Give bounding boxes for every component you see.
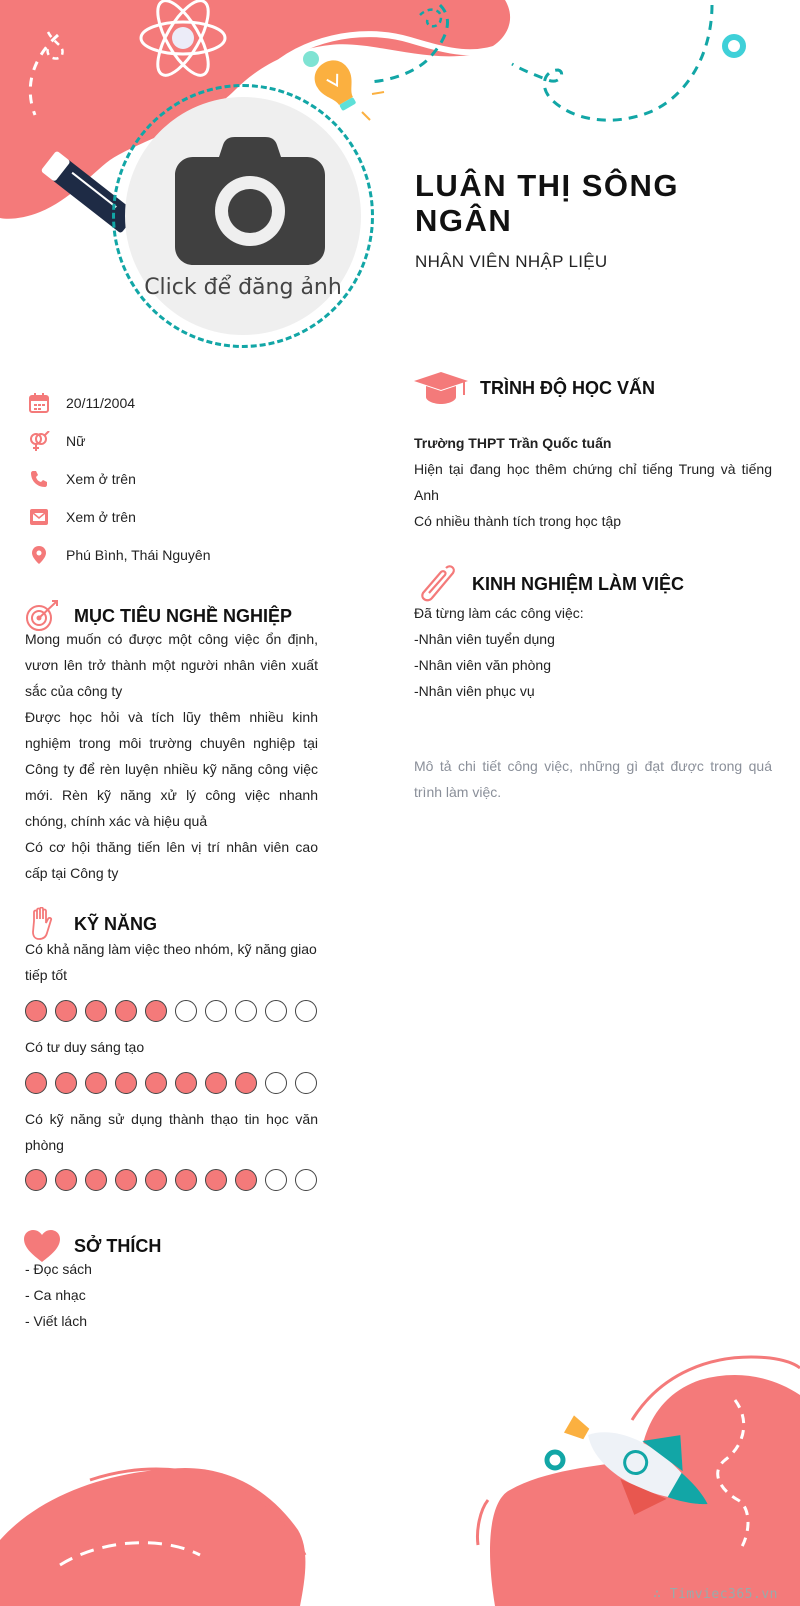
rating-dot-empty[interactable] [235, 1000, 257, 1022]
camera-icon [175, 135, 325, 265]
rating-dot-filled[interactable] [25, 1169, 47, 1191]
avatar-upload[interactable] [112, 84, 374, 348]
watermark: ∴ Timviec365.vn [653, 1587, 778, 1602]
rating-dot-filled[interactable] [175, 1072, 197, 1094]
bulb-tip [303, 51, 319, 67]
rating-dot-filled[interactable] [85, 1169, 107, 1191]
address-value[interactable]: Phú Bình, Thái Nguyên [66, 547, 211, 563]
avatar-placeholder[interactable] [125, 97, 361, 335]
email-value[interactable]: Xem ở trên [66, 509, 136, 525]
skill-rating[interactable] [25, 1000, 317, 1022]
rating-dot-filled[interactable] [55, 1169, 77, 1191]
email-icon [28, 506, 50, 528]
rating-dot-filled[interactable] [25, 1000, 47, 1022]
rating-dot-empty[interactable] [205, 1000, 227, 1022]
bottom-right-arc-2 [477, 1500, 488, 1545]
bottom-left-blob [0, 1468, 305, 1606]
objective-text[interactable] [25, 626, 318, 886]
contact-email [28, 498, 328, 536]
hobby-item[interactable]: - Viết lách [25, 1313, 87, 1329]
rating-dot-filled[interactable] [235, 1169, 257, 1191]
education-content[interactable] [414, 430, 772, 534]
rating-dot-filled[interactable] [145, 1169, 167, 1191]
rating-dot-empty[interactable] [265, 1000, 287, 1022]
education-title[interactable]: TRÌNH ĐỘ HỌC VẤN [480, 377, 655, 398]
teal-ring-bottom [547, 1452, 563, 1468]
rating-dot-filled[interactable] [55, 1072, 77, 1094]
rating-dot-filled[interactable] [145, 1000, 167, 1022]
skill-name[interactable]: Có tư duy sáng tạo [25, 1039, 145, 1055]
paperclip-icon [414, 564, 460, 604]
phone-icon [28, 468, 50, 490]
education-line[interactable]: Có nhiều thành tích trong học tập [414, 513, 622, 529]
job-title[interactable]: NHÂN VIÊN NHẬP LIỆU [415, 252, 608, 271]
gender-value[interactable]: Nữ [66, 433, 86, 449]
location-pin-icon [28, 544, 50, 566]
education-heading [414, 368, 655, 408]
rating-dot-filled[interactable] [145, 1072, 167, 1094]
graduation-cap-icon [414, 368, 468, 408]
skill-name[interactable]: Có kỹ năng sử dụng thành thạo tin học văn phòng [25, 1111, 318, 1153]
rating-dot-filled[interactable] [115, 1169, 137, 1191]
rating-dot-filled[interactable] [115, 1000, 137, 1022]
objective-title[interactable]: MỤC TIÊU NGHỀ NGHIỆP [74, 605, 293, 626]
experience-description-placeholder[interactable]: Mô tả chi tiết công việc, những gì đạt được trong quá trình làm việc. [414, 758, 772, 800]
rating-dot-filled[interactable] [235, 1072, 257, 1094]
hobby-item[interactable]: - Ca nhạc [25, 1287, 86, 1303]
rating-dot-filled[interactable] [85, 1000, 107, 1022]
skill-name[interactable]: Có khả năng làm việc theo nhóm, kỹ năng giao tiếp tốt [25, 941, 317, 983]
objective-paragraph[interactable]: Có cơ hội thăng tiến lên vị trí nhân viên cao cấp tại Công ty [25, 839, 318, 881]
contact-phone [28, 460, 328, 498]
phone-value[interactable]: Xem ở trên [66, 471, 136, 487]
school-name[interactable]: Trường THPT Trần Quốc tuấn [414, 435, 612, 451]
rating-dot-filled[interactable] [85, 1072, 107, 1094]
teal-ring [725, 37, 743, 55]
skill-rating[interactable] [25, 1169, 317, 1191]
rating-dot-filled[interactable] [25, 1072, 47, 1094]
contact-address [28, 536, 328, 574]
rating-dot-empty[interactable] [175, 1000, 197, 1022]
hobby-item[interactable]: - Đọc sách [25, 1261, 92, 1277]
experience-line[interactable]: -Nhân viên tuyển dụng [414, 631, 555, 647]
calendar-icon [28, 392, 50, 414]
objective-paragraph[interactable]: Mong muốn có được một công việc ổn định, vươn lên trở thành một người nhân viên xuất sắc của công ty [25, 631, 318, 699]
experience-line[interactable]: -Nhân viên văn phòng [414, 657, 551, 673]
rating-dot-filled[interactable] [115, 1072, 137, 1094]
skill-rating[interactable] [25, 1072, 317, 1094]
experience-heading [414, 564, 684, 604]
experience-content[interactable] [414, 600, 772, 704]
rating-dot-filled[interactable] [55, 1000, 77, 1022]
dashed-curve-right [512, 5, 712, 120]
rating-dot-empty[interactable] [295, 1000, 317, 1022]
avatar-upload-label[interactable]: Click để đăng ảnh [144, 275, 342, 300]
birthday-value[interactable]: 20/11/2004 [66, 395, 136, 411]
rating-dot-empty[interactable] [295, 1072, 317, 1094]
rating-dot-filled[interactable] [175, 1169, 197, 1191]
hobbies-list[interactable] [25, 1256, 315, 1334]
experience-line[interactable]: -Nhân viên phục vụ [414, 683, 535, 699]
rating-dot-filled[interactable] [205, 1169, 227, 1191]
skills-title[interactable]: KỸ NĂNG [74, 913, 158, 934]
rating-dot-filled[interactable] [205, 1072, 227, 1094]
footer-decoration [0, 1340, 800, 1606]
gender-icon [28, 430, 50, 452]
contact-gender [28, 422, 328, 460]
hobbies-title[interactable]: SỞ THÍCH [74, 1235, 162, 1256]
candidate-name[interactable]: LUÂN THỊ SÔNG NGÂN [415, 168, 680, 238]
rating-dot-empty[interactable] [265, 1169, 287, 1191]
education-line[interactable]: Hiện tại đang học thêm chứng chỉ tiếng Trung và tiếng Anh [414, 461, 772, 503]
contact-birthday [28, 384, 328, 422]
rating-dot-empty[interactable] [265, 1072, 287, 1094]
experience-line[interactable]: Đã từng làm các công việc: [414, 605, 584, 621]
experience-title[interactable]: KINH NGHIỆM LÀM VIỆC [472, 573, 685, 594]
rating-dot-empty[interactable] [295, 1169, 317, 1191]
contact-info [28, 384, 328, 574]
objective-paragraph[interactable]: Được học hỏi và tích lũy thêm nhiều kinh nghiệm trong môi trường chuyên nghiệp tại Công ty để rèn luyện nhiều kỹ năng công việc mới. Rèn kỹ năng xử lý công việc nhanh chóng, chính xác và hiệu quả [25, 709, 318, 829]
